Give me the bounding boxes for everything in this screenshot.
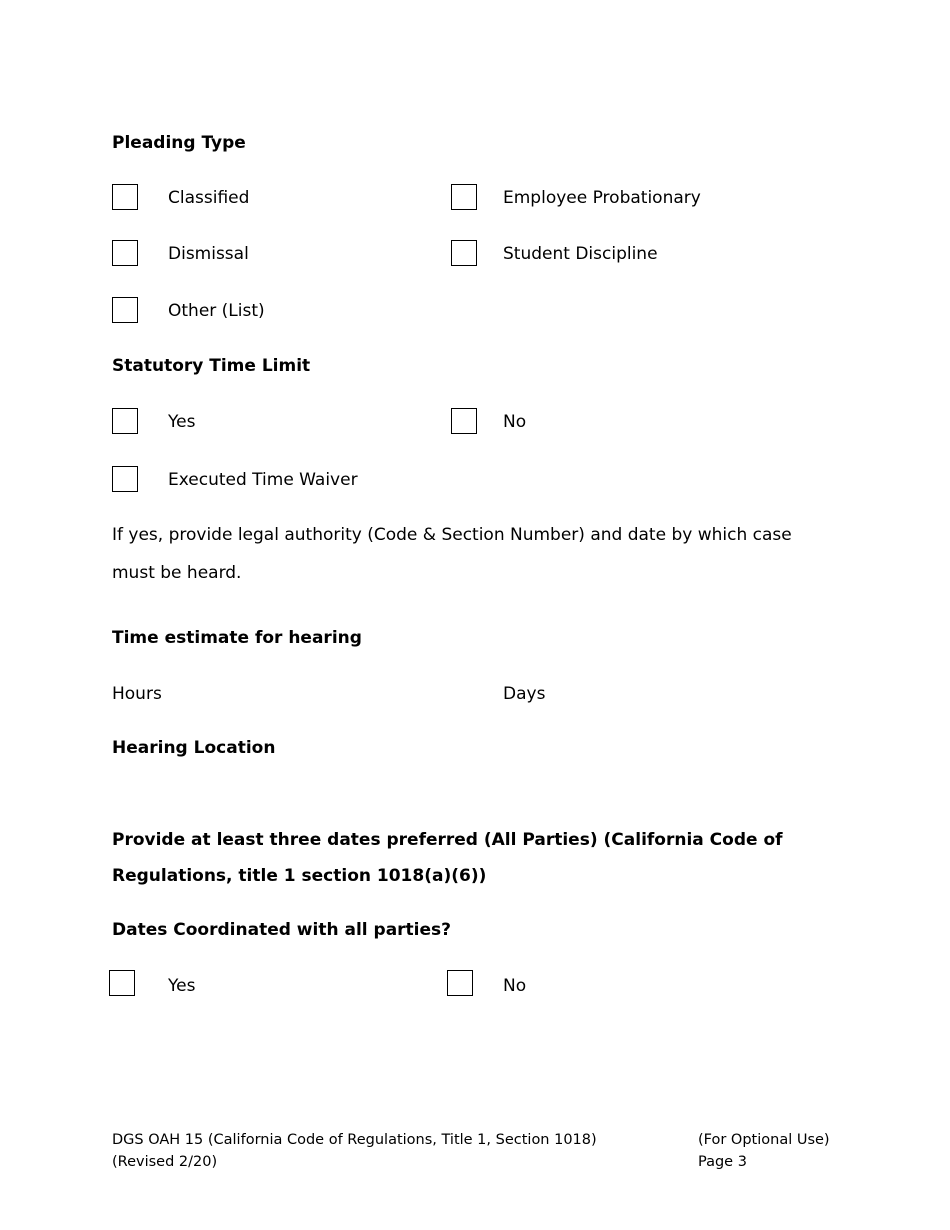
statutory-yes-label: Yes [168, 412, 196, 432]
coordinated-yes-label: Yes [168, 976, 196, 996]
days-label: Days [503, 684, 546, 704]
preferred-dates-heading: Provide at least three dates preferred (All Parties) (California Code of Regulations, title 1 section 1018(a)(6)) [112, 830, 783, 886]
dates-coordinated-heading: Dates Coordinated with all parties? [112, 920, 452, 940]
classified-label: Classified [168, 188, 250, 208]
other-list-checkbox[interactable] [112, 297, 138, 323]
statutory-no-checkbox[interactable] [451, 408, 477, 434]
footer-revised: (Revised 2/20) [112, 1154, 218, 1170]
coordinated-no-checkbox[interactable] [447, 970, 473, 996]
classified-checkbox[interactable] [112, 184, 138, 210]
other-list-label: Other (List) [168, 301, 265, 321]
employee-probationary-checkbox[interactable] [451, 184, 477, 210]
statutory-time-limit-heading: Statutory Time Limit [112, 356, 311, 376]
footer-page-number: Page 3 [698, 1154, 747, 1170]
hearing-location-heading: Hearing Location [112, 738, 276, 758]
executed-time-waiver-label: Executed Time Waiver [168, 470, 358, 490]
statutory-instruction-text: If yes, provide legal authority (Code & Section Number) and date by which case must be heard. [112, 525, 792, 583]
hours-label: Hours [112, 684, 162, 704]
coordinated-yes-checkbox[interactable] [109, 970, 135, 996]
footer-optional-use: (For Optional Use) [698, 1132, 830, 1148]
executed-time-waiver-checkbox[interactable] [112, 466, 138, 492]
footer-form-id: DGS OAH 15 (California Code of Regulations, Title 1, Section 1018) [112, 1132, 597, 1148]
student-discipline-label: Student Discipline [503, 244, 658, 264]
statutory-no-label: No [503, 412, 527, 432]
coordinated-no-label: No [503, 976, 527, 996]
statutory-yes-checkbox[interactable] [112, 408, 138, 434]
time-estimate-heading: Time estimate for hearing [112, 628, 362, 648]
pleading-type-heading: Pleading Type [112, 133, 246, 153]
dismissal-label: Dismissal [168, 244, 249, 264]
dismissal-checkbox[interactable] [112, 240, 138, 266]
employee-probationary-label: Employee Probationary [503, 188, 701, 208]
student-discipline-checkbox[interactable] [451, 240, 477, 266]
